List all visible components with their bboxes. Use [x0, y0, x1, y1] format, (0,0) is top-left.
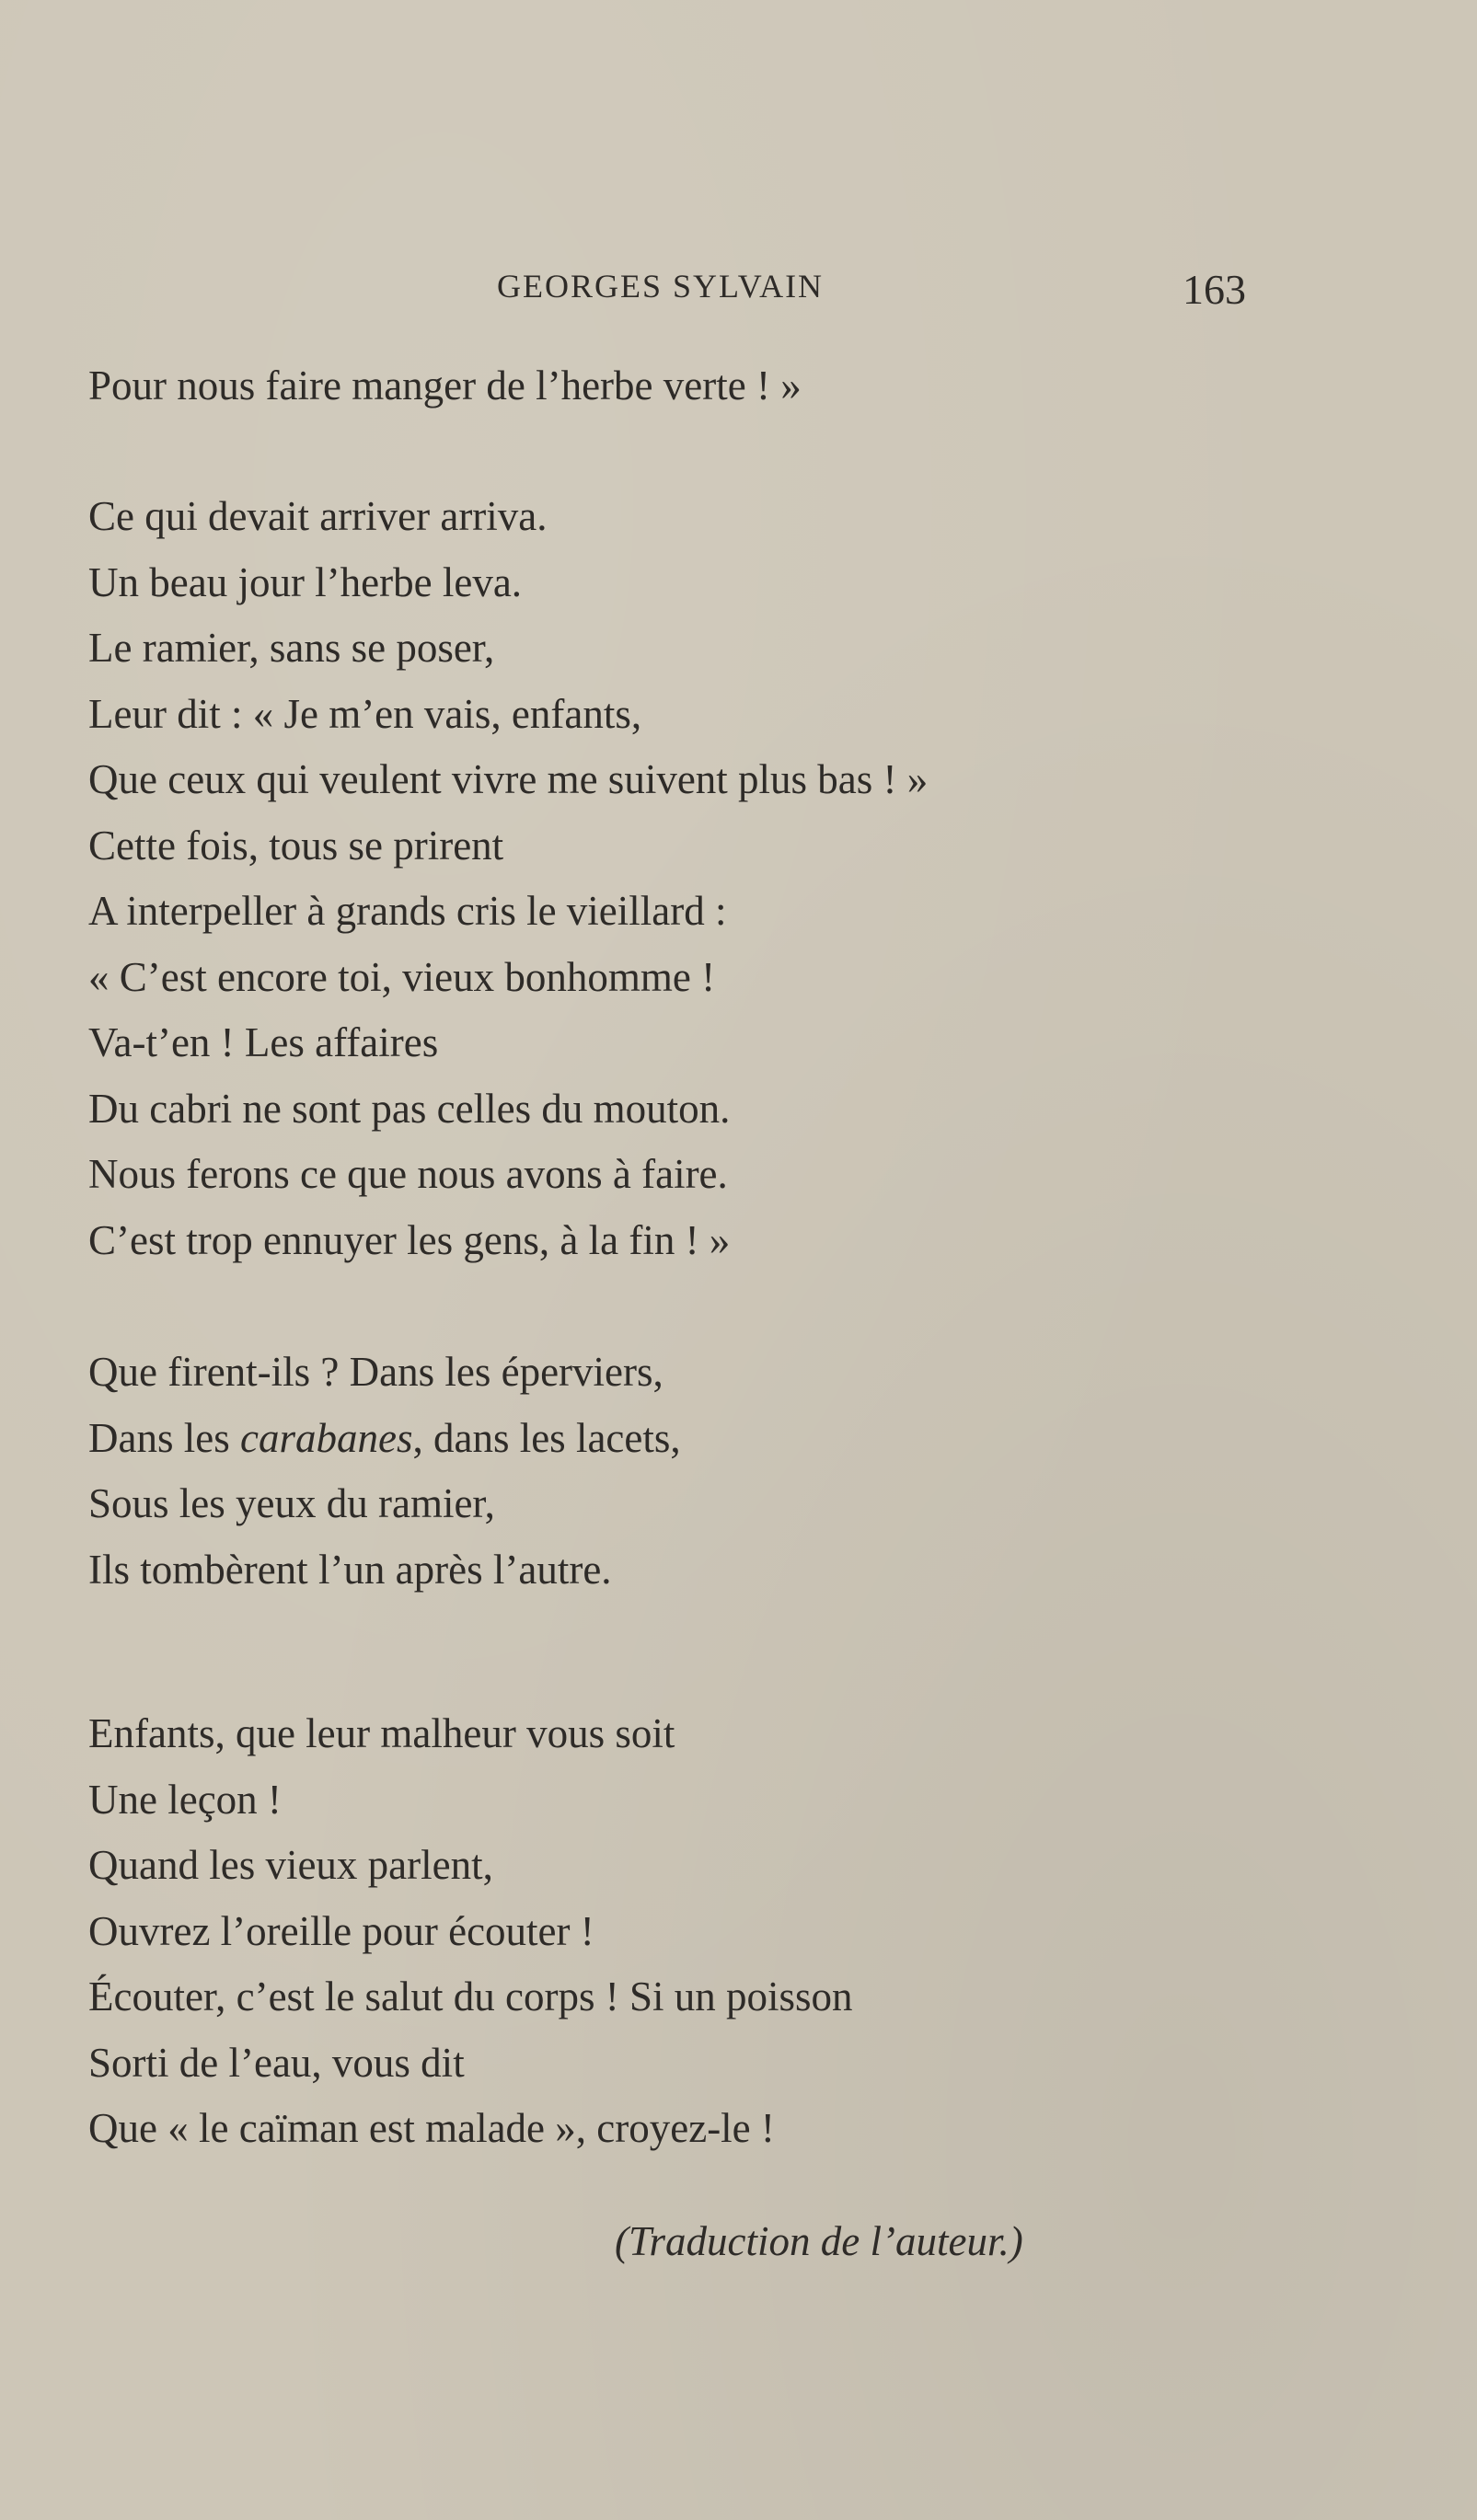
verse-line: Une leçon !: [88, 1776, 282, 1823]
verse-line: Ce qui devait arriver arriva.: [88, 493, 548, 539]
verse-line: Écouter, c’est le salut du corps ! Si un poisson: [88, 1973, 853, 2019]
verse-line: Leur dit : « Je m’en vais, enfants,: [88, 690, 642, 737]
verse-line: Nous ferons ce que nous avons à faire.: [88, 1151, 728, 1197]
stanza-1: [88, 353, 802, 420]
verse-line: Du cabri ne sont pas celles du mouton.: [88, 1085, 731, 1132]
verse-fragment: Dans les: [88, 1414, 240, 1461]
verse-line: Ils tombèrent l’un après l’autre.: [88, 1546, 612, 1593]
verse-line: Ouvrez l’oreille pour écouter !: [88, 1907, 594, 1954]
verse-line: [88, 1406, 681, 1472]
verse-line: Que firent-ils ? Dans les éperviers,: [88, 1349, 663, 1395]
verse-line: Le ramier, sans se poser,: [88, 625, 495, 671]
verse-line: Enfants, que leur malheur vous soit: [88, 1710, 675, 1756]
verse-line: Quand les vieux parlent,: [88, 1842, 493, 1888]
italic-word: carabanes: [239, 1414, 413, 1461]
verse-line: Pour nous faire manger de l’herbe verte ! »: [88, 362, 802, 408]
verse-line: Que « le caïman est malade », croyez-le !: [88, 2105, 775, 2151]
page-number: 163: [1183, 266, 1246, 313]
verse-line: Que ceux qui veulent vivre me suivent plus bas ! »: [88, 756, 929, 802]
verse-line: C’est trop ennuyer les gens, à la fin ! »: [88, 1216, 731, 1263]
stanza-2: [88, 484, 928, 1273]
running-header: [0, 267, 1477, 322]
verse-line: Un beau jour l’herbe leva.: [88, 558, 523, 605]
verse-line: « C’est encore toi, vieux bonhomme !: [88, 953, 716, 1000]
verse-line: Cette fois, tous se prirent: [88, 822, 504, 869]
translation-attribution: (Traduction de l’auteur.): [615, 2218, 1023, 2264]
verse-line: Sorti de l’eau, vous dit: [88, 2039, 465, 2086]
verse-line: Va-t’en ! Les affaires: [88, 1019, 439, 1065]
stanza-3: [88, 1340, 681, 1603]
running-title: GEORGES SYLVAIN: [497, 268, 825, 305]
verse-line: Sous les yeux du ramier,: [88, 1480, 495, 1526]
verse-line: A interpeller à grands cris le vieillard :: [88, 888, 727, 934]
verse-fragment: , dans les lacets,: [412, 1414, 681, 1461]
stanza-4: [88, 1701, 853, 2162]
